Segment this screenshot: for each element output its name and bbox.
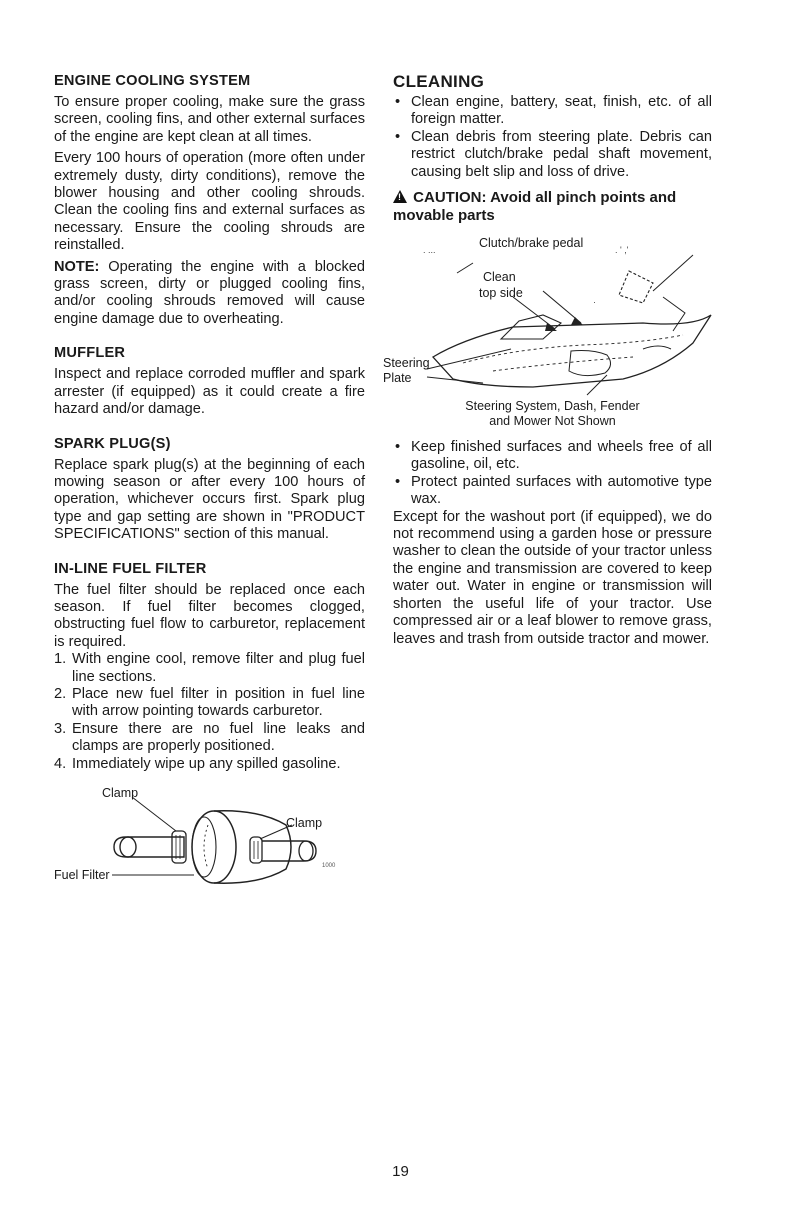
right-column [383,72,712,648]
cleaning-heading: CLEANING [393,72,485,91]
svg-text:·: · [593,297,596,308]
svg-text:. ...: . ... [423,245,436,256]
step-number: 4. [54,755,67,772]
muffler-heading: MUFFLER [54,345,126,362]
step-item [54,756,365,773]
bullet-text: Keep finished surfaces and wheels free of all gasoline, oil, etc. [411,439,712,473]
svg-text:. ' ,': . ' ,' [615,245,629,256]
step-item [54,686,365,721]
step-text: Immediately wipe up any spilled gasoline. [72,755,341,772]
warning-triangle-icon: ! [393,190,407,203]
bullet-icon: • [395,439,401,456]
bullet-item [393,94,712,129]
step-item [54,721,365,756]
top-side-label: top side [479,286,523,301]
cleaning-closing-paragraph: Except for the washout port (if equipped), we do not recommend using a garden hose or pressure washer to clean the outside of your tractor unless the engine and transmission are covered to keep water out. Water in engine or transmission will shorten the useful life of your tractor. Use compressed air or a leaf blower to remove grass, leaves and trash from outside tractor and mower. [393,508,712,647]
bullet-icon: • [395,473,401,490]
engine-cooling-paragraph-1: To ensure proper cooling, make sure the grass screen, cooling fins, and other external surfaces of the engine are kept clean at all times. [54,94,365,145]
muffler-paragraph: Inspect and replace corroded muffler and spark arrester (if equipped) as it could create a fire hazard and/or damage. [54,366,365,418]
left-column [54,72,365,885]
clutch-brake-pedal-label: Clutch/brake pedal [479,236,584,251]
note-text: Operating the engine with a blocked grass screen, dirty or plugged cooling fins, and/or cooling shrouds removed will cause engine damage due to overheating. [54,258,365,327]
caution-callout [393,189,712,225]
engine-cooling-paragraph-2: Every 100 hours of operation (more often under extremely dusty, dirty conditions), remove the blower housing and other cooling shrouds. Clean the cooling fins and external surfaces as necessary. Ensure the cooling shrouds are reinstalled. [54,150,365,254]
fuel-filter-paragraph: The fuel filter should be replaced once each season. If fuel filter becomes clogged, obstructing fuel flow to carburetor, replacement is required. [54,581,365,650]
bullet-icon: • [395,128,401,145]
bullet-text: Protect painted surfaces with automotive type wax. [411,473,712,508]
spark-plugs-paragraph: Replace spark plug(s) at the beginning of each mowing season or after every 100 hours of operation, whichever occurs first. Spark plug type and gap setting are shown in "PRODUCT SPECIFICATIONS" section of this manual. [54,456,365,543]
bullet-item [393,439,712,474]
figure-caption [393,397,712,429]
spark-plugs-heading: SPARK PLUG(S) [54,435,171,452]
step-text: Ensure there are no fuel line leaks and clamps are properly positioned. [72,720,365,755]
page-number: 19 [392,1163,409,1180]
bullet-text: Clean debris from steering plate. Debris can restrict clutch/brake pedal shaft movement, causing belt slip and loss of drive. [411,128,712,180]
svg-text:1000: 1000 [322,863,336,869]
bullet-text: Clean engine, battery, seat, finish, etc. of all foreign matter. [411,94,712,128]
clean-label: Clean [483,270,516,285]
fuel-filter-label: Fuel Filter [54,867,112,884]
caution-text: CAUTION: Avoid all pinch points and movable parts [393,189,677,225]
cleaning-bullets-1 [393,94,712,181]
step-item [54,651,365,686]
step-text: With engine cool, remove filter and plug fuel line sections. [72,651,365,685]
bullet-icon: • [395,94,401,110]
step-number: 2. [54,685,67,702]
clamp-label-right: Clamp [286,816,323,830]
clamp-label-top: Clamp [102,786,139,800]
fuel-filter-heading: IN-LINE FUEL FILTER [54,560,207,577]
plate-label: Plate [383,371,412,386]
steering-label: Steering [383,356,430,371]
caption-line-2: and Mower Not Shown [489,414,616,429]
step-number: 1. [54,651,67,668]
step-text: Place new fuel filter in position in fuel line with arrow pointing towards carburetor. [72,685,365,720]
fuel-filter-steps [54,651,365,773]
step-number: 3. [54,720,67,737]
cleaning-bullets-2 [393,439,712,509]
caption-line-1: Steering System, Dash, Fender [465,399,640,414]
bullet-item [393,129,712,181]
fuel-filter-figure [54,785,365,885]
engine-cooling-note [54,259,365,329]
note-label: NOTE: [54,258,100,275]
engine-cooling-heading: ENGINE COOLING SYSTEM [54,73,251,89]
steering-plate-figure [383,231,712,431]
bullet-item [393,474,712,509]
